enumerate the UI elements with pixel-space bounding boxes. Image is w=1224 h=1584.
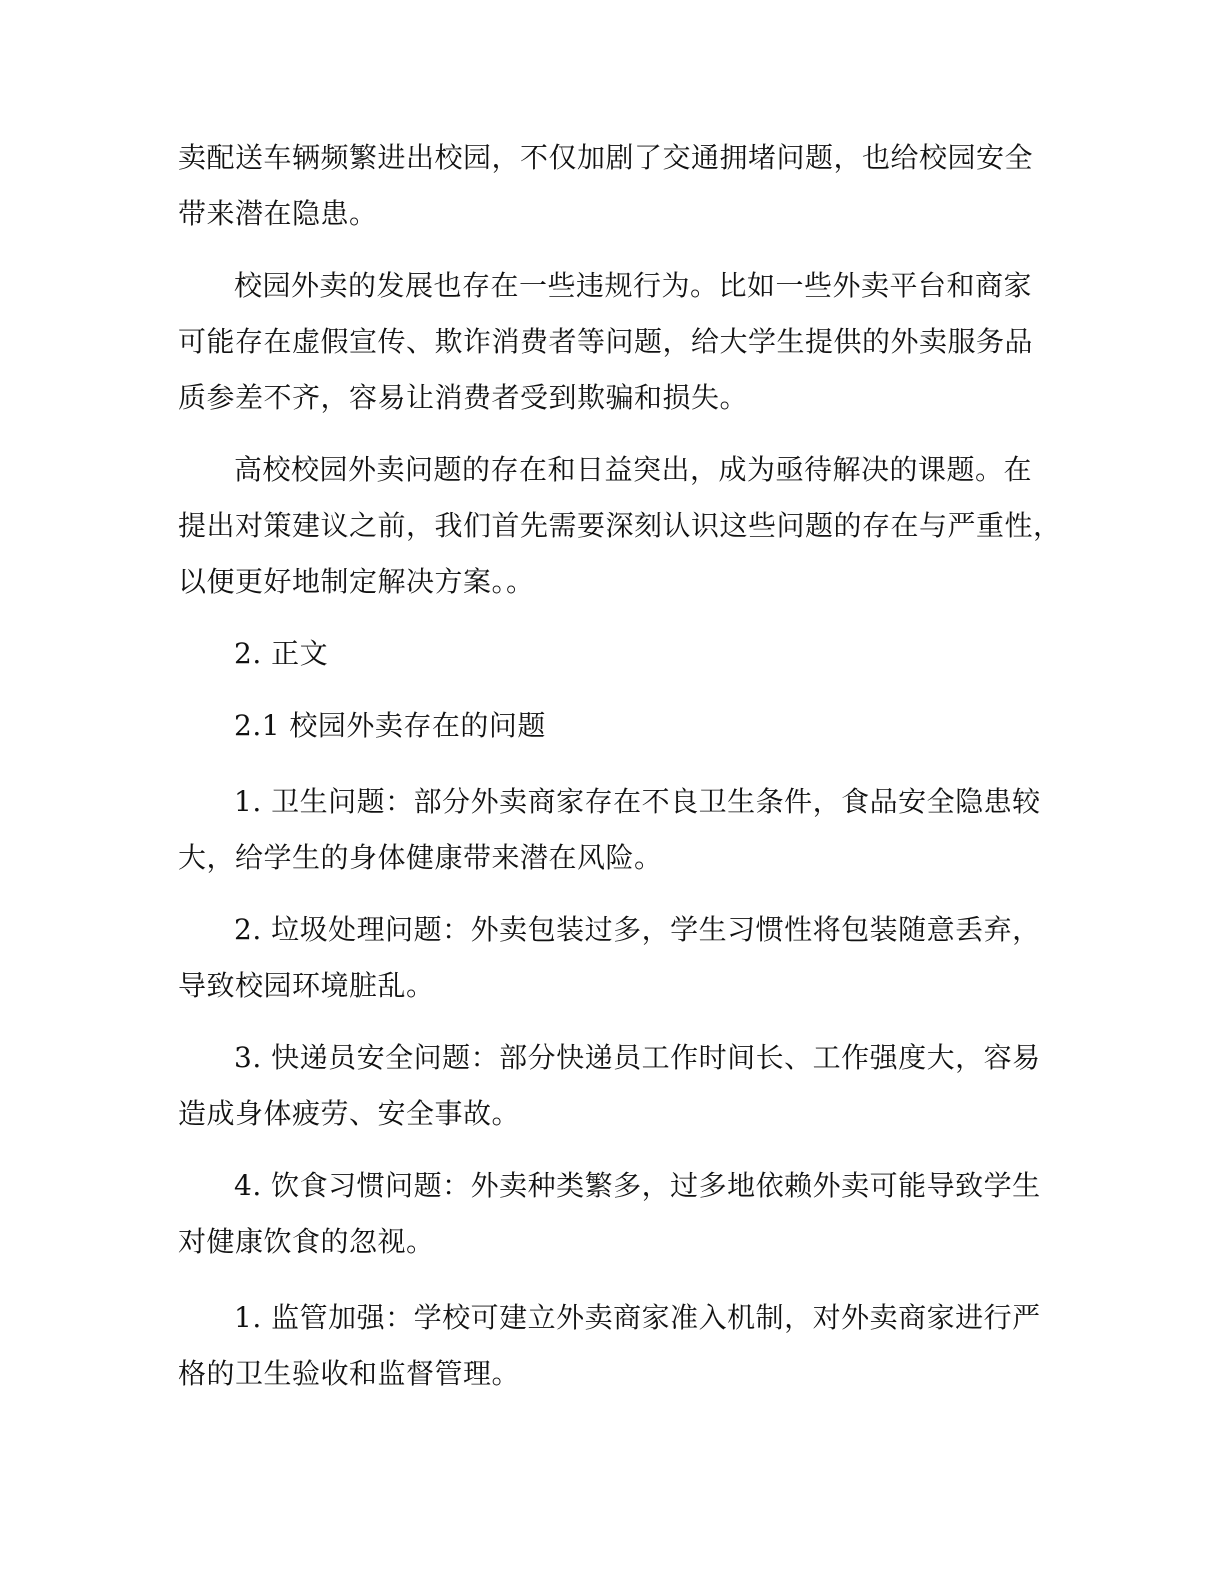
list-item-line: 对健康饮食的忽视。	[178, 1225, 435, 1258]
subsection-heading: 2.1 校园外卖存在的问题	[234, 709, 546, 742]
list-item-line: 导致校园环境脏乱。	[178, 969, 435, 1002]
list-item-line: 3. 快递员安全问题：部分快递员工作时间长、工作强度大，容易	[234, 1041, 1041, 1074]
list-item-line: 4. 饮食习惯问题：外卖种类繁多，过多地依赖外卖可能导致学生	[234, 1169, 1041, 1202]
paragraph-line: 带来潜在隐患。	[178, 197, 378, 230]
list-item-line: 1. 卫生问题：部分外卖商家存在不良卫生条件，食品安全隐患较	[234, 785, 1041, 818]
paragraph-line: 提出对策建议之前，我们首先需要深刻认识这些问题的存在与严重性，	[178, 509, 1062, 542]
paragraph-line: 卖配送车辆频繁进出校园，不仅加剧了交通拥堵问题，也给校园安全	[178, 141, 1034, 174]
list-item-line: 2. 垃圾处理问题：外卖包装过多，学生习惯性将包装随意丢弃，	[234, 913, 1041, 946]
list-item-line: 1. 监管加强：学校可建立外卖商家准入机制，对外卖商家进行严	[234, 1301, 1041, 1334]
list-item-line: 大，给学生的身体健康带来潜在风险。	[178, 841, 663, 874]
paragraph-line: 以便更好地制定解决方案。。	[178, 565, 535, 598]
paragraph-line: 高校校园外卖问题的存在和日益突出，成为亟待解决的课题。在	[234, 453, 1033, 486]
list-item-line: 格的卫生验收和监督管理。	[178, 1357, 521, 1390]
paragraph-line: 质参差不齐，容易让消费者受到欺骗和损失。	[178, 381, 749, 414]
paragraph-line: 校园外卖的发展也存在一些违规行为。比如一些外卖平台和商家	[234, 269, 1033, 302]
paragraph-line: 可能存在虚假宣传、欺诈消费者等问题，给大学生提供的外卖服务品	[178, 325, 1034, 358]
list-item-line: 造成身体疲劳、安全事故。	[178, 1097, 521, 1130]
section-heading: 2. 正文	[234, 637, 329, 670]
